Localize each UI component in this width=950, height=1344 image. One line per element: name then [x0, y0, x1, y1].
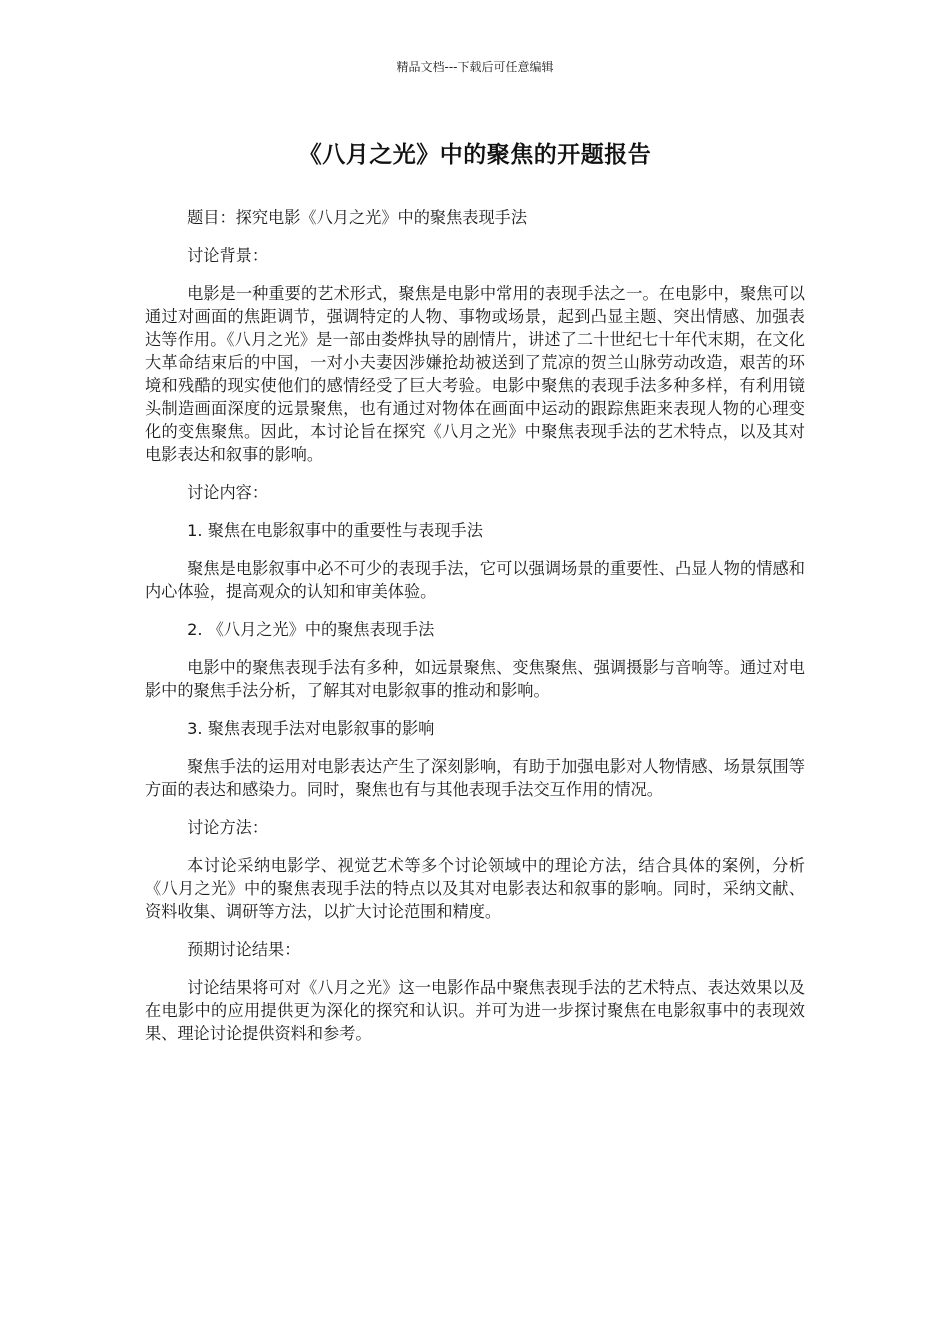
- item2-heading: 2. 《八月之光》中的聚焦表现手法: [187, 620, 435, 639]
- topic-line: 题目：探究电影《八月之光》中的聚焦表现手法: [187, 208, 528, 227]
- background-heading: 讨论背景：: [187, 246, 269, 265]
- method-paragraph: 本讨论采纳电影学、视觉艺术等多个讨论领域中的理论方法，结合具体的案例，分析《八月之光》中的聚焦表现手法的特点以及其对电影表达和叙事的影响。同时，采纳文献、资料收集、调研等方法，以扩大讨论范围和精度。: [145, 856, 805, 921]
- method-heading: 讨论方法：: [187, 818, 269, 837]
- item1-heading: 1. 聚焦在电影叙事中的重要性与表现手法: [187, 521, 483, 540]
- item1-paragraph: 聚焦是电影叙事中必不可少的表现手法，它可以强调场景的重要性、凸显人物的情感和内心体验，提高观众的认知和审美体验。: [145, 559, 805, 601]
- document-body: [145, 206, 805, 1060]
- page-title: 《八月之光》中的聚焦的开题报告: [298, 142, 652, 168]
- results-heading: 预期讨论结果：: [187, 940, 301, 959]
- header-note: 精品文档---下载后可任意编辑: [396, 60, 554, 74]
- background-paragraph: 电影是一种重要的艺术形式，聚焦是电影中常用的表现手法之一。在电影中，聚焦可以通过对画面的焦距调节，强调特定的人物、事物或场景，起到凸显主题、突出情感、加强表达等作用。《八月之光》是一部由娄烨执导的剧情片，讲述了二十世纪七十年代末期，在文化大革命结束后的中国，一对小夫妻因涉嫌抢劫被送到了荒凉的贺兰山脉劳动改造，艰苦的环境和残酷的现实使他们的感情经受了巨大考验。电影中聚焦的表现手法多种多样，有利用镜头制造画面深度的远景聚焦，也有通过对物体在画面中运动的跟踪焦距来表现人物的心理变化的变焦聚焦。因此，本讨论旨在探究《八月之光》中聚焦表现手法的艺术特点，以及其对电影表达和叙事的影响。: [145, 284, 805, 464]
- content-heading: 讨论内容：: [187, 483, 269, 502]
- item3-paragraph: 聚焦手法的运用对电影表达产生了深刻影响，有助于加强电影对人物情感、场景氛围等方面的表达和感染力。同时，聚焦也有与其他表现手法交互作用的情况。: [145, 757, 805, 799]
- item2-paragraph: 电影中的聚焦表现手法有多种，如远景聚焦、变焦聚焦、强调摄影与音响等。通过对电影中的聚焦手法分析，了解其对电影叙事的推动和影响。: [145, 658, 805, 700]
- results-paragraph: 讨论结果将可对《八月之光》这一电影作品中聚焦表现手法的艺术特点、表达效果以及在电影中的应用提供更为深化的探究和认识。并可为进一步探讨聚焦在电影叙事中的表现效果、理论讨论提供资料和参考。: [145, 978, 805, 1043]
- item3-heading: 3. 聚焦表现手法对电影叙事的影响: [187, 719, 435, 738]
